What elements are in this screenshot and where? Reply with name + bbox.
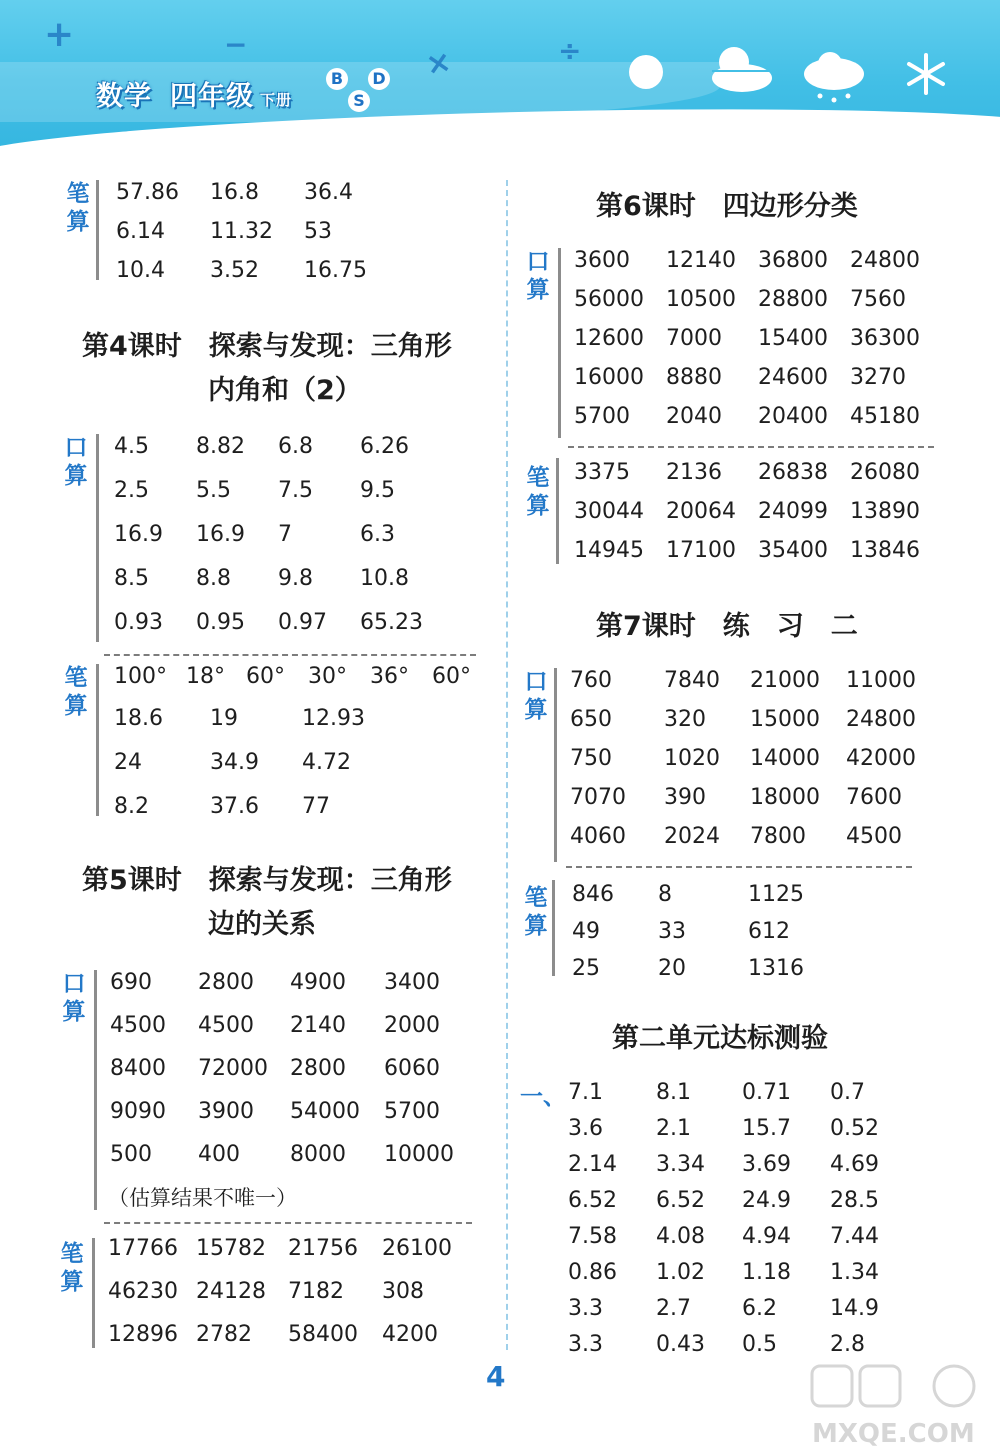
label-char: 笔 <box>64 665 88 691</box>
answer-cell: 9.8 <box>278 566 313 591</box>
lesson6-title: 第6课时 四边形分类 <box>596 191 858 222</box>
answer-cell: 12896 <box>108 1322 178 1347</box>
answer-cell: 30044 <box>574 499 644 524</box>
answer-cell: 15400 <box>758 326 828 351</box>
answer-cell: 18.6 <box>114 706 163 731</box>
answer-cell: 0.5 <box>742 1332 777 1357</box>
answer-cell: 4200 <box>382 1322 438 1347</box>
answer-cell: 3375 <box>574 460 630 485</box>
answer-cell: 8.8 <box>196 566 231 591</box>
answer-cell: 36800 <box>758 248 828 273</box>
section-bar <box>96 664 99 816</box>
answer-cell: 0.95 <box>196 610 245 635</box>
oral-calc-label <box>524 248 552 304</box>
rain-cloud-icon <box>800 50 868 106</box>
answer-cell: 11000 <box>846 668 916 693</box>
written-calc-label <box>524 464 552 520</box>
label-char: 笔 <box>524 885 548 911</box>
oral-calc-label <box>60 970 88 1026</box>
answer-cell: 1.34 <box>830 1260 879 1285</box>
answer-cell: 21000 <box>750 668 820 693</box>
answer-cell: 24 <box>114 750 142 775</box>
subject-label: 数学 <box>96 81 152 112</box>
answer-cell: 30° <box>308 664 347 689</box>
sun-icon <box>626 52 666 92</box>
written-calc-label <box>522 884 550 940</box>
label-char: 算 <box>64 693 88 719</box>
answer-cell: 0.97 <box>278 610 327 635</box>
watermark-logo <box>808 1364 994 1448</box>
answer-cell: 46230 <box>108 1279 178 1304</box>
label-char: 算 <box>66 209 90 235</box>
answer-cell: 320 <box>664 707 706 732</box>
answer-cell: 100° <box>114 664 167 689</box>
answer-cell: 6.52 <box>656 1188 705 1213</box>
answer-cell: 15.7 <box>742 1116 791 1141</box>
answer-cell: 19 <box>210 706 238 731</box>
answer-cell: 9.5 <box>360 478 395 503</box>
answer-cell: 1125 <box>748 882 804 907</box>
answer-cell: 60° <box>246 664 285 689</box>
answer-cell: 0.86 <box>568 1260 617 1285</box>
answer-cell: 24099 <box>758 499 828 524</box>
section-separator <box>104 654 476 656</box>
answer-cell: 65.23 <box>360 610 423 635</box>
answer-cell: 7560 <box>850 287 906 312</box>
answer-cell: 7070 <box>570 785 626 810</box>
answer-cell: 3.3 <box>568 1296 603 1321</box>
answer-cell: 57.86 <box>116 180 179 205</box>
label-char: 口 <box>524 669 548 695</box>
answer-cell: 16.9 <box>114 522 163 547</box>
answer-cell: 77 <box>302 794 330 819</box>
answer-cell: 16.75 <box>304 258 367 283</box>
answer-cell: 26080 <box>850 460 920 485</box>
answer-cell: 4500 <box>846 824 902 849</box>
answer-cell: 16000 <box>574 365 644 390</box>
answer-cell: 8400 <box>110 1056 166 1081</box>
answer-cell: 2.5 <box>114 478 149 503</box>
answer-cell: 3.6 <box>568 1116 603 1141</box>
answer-cell: 26838 <box>758 460 828 485</box>
answer-cell: 25 <box>572 956 600 981</box>
lesson5-title: 第5课时 探索与发现：三角形 <box>82 865 452 896</box>
answer-cell: 10000 <box>384 1142 454 1167</box>
answer-cell: 0.71 <box>742 1080 791 1105</box>
section-bar <box>558 248 561 438</box>
answer-cell: 6.52 <box>568 1188 617 1213</box>
answer-cell: 18000 <box>750 785 820 810</box>
answer-cell: 12140 <box>666 248 736 273</box>
answer-cell: 4.72 <box>302 750 351 775</box>
answer-cell: 4.08 <box>656 1224 705 1249</box>
column-divider <box>506 180 508 1350</box>
answer-cell: 8.5 <box>114 566 149 591</box>
answer-cell: 15000 <box>750 707 820 732</box>
written-calc-label <box>62 664 90 720</box>
answer-cell: 3270 <box>850 365 906 390</box>
label-char: 笔 <box>526 465 550 491</box>
answer-cell: 7840 <box>664 668 720 693</box>
answer-cell: 20400 <box>758 404 828 429</box>
answer-cell: 54000 <box>290 1099 360 1124</box>
answer-cell: 10500 <box>666 287 736 312</box>
book-brand <box>96 74 292 113</box>
oral-calc-label <box>522 668 550 724</box>
answer-cell: 0.7 <box>830 1080 865 1105</box>
edition-letter-s: S <box>348 90 370 112</box>
answer-cell: 7 <box>278 522 292 547</box>
answer-cell: 3.34 <box>656 1152 705 1177</box>
answer-cell: 35400 <box>758 538 828 563</box>
answer-cell: 60° <box>432 664 471 689</box>
answer-cell: 690 <box>110 970 152 995</box>
label-char: 笔 <box>66 181 90 207</box>
answer-cell: 2.14 <box>568 1152 617 1177</box>
snowflake-icon <box>904 52 948 96</box>
answer-cell: 8.82 <box>196 434 245 459</box>
unit2-title: 第二单元达标测验 <box>612 1023 828 1054</box>
answer-cell: 4.94 <box>742 1224 791 1249</box>
label-char: 算 <box>62 999 86 1025</box>
answer-cell: 24800 <box>850 248 920 273</box>
answer-cell: 390 <box>664 785 706 810</box>
answer-cell: 14945 <box>574 538 644 563</box>
answer-cell: 28800 <box>758 287 828 312</box>
answer-cell: 2000 <box>384 1013 440 1038</box>
answer-cell: 2800 <box>290 1056 346 1081</box>
answer-cell: 9090 <box>110 1099 166 1124</box>
answer-cell: 7.58 <box>568 1224 617 1249</box>
lesson4-title-cont: 内角和（2） <box>208 375 362 406</box>
answer-cell: 6060 <box>384 1056 440 1081</box>
answer-cell: 13890 <box>850 499 920 524</box>
written-calc-label <box>64 180 92 236</box>
section-bar <box>94 970 97 1210</box>
answer-cell: 612 <box>748 919 790 944</box>
answer-cell: 3600 <box>574 248 630 273</box>
answer-cell: 308 <box>382 1279 424 1304</box>
answer-cell: 4500 <box>110 1013 166 1038</box>
section-bar <box>554 668 557 862</box>
answer-cell: 7182 <box>288 1279 344 1304</box>
answer-cell: 2.8 <box>830 1332 865 1357</box>
answer-cell: 24800 <box>846 707 916 732</box>
written-calc-label <box>58 1240 86 1296</box>
label-char: 口 <box>64 435 88 461</box>
answer-cell: 5.5 <box>196 478 231 503</box>
answer-cell: 3.3 <box>568 1332 603 1357</box>
answer-cell: 17100 <box>666 538 736 563</box>
answer-cell: 58400 <box>288 1322 358 1347</box>
page-number: 4 <box>486 1360 506 1393</box>
answer-cell: 12600 <box>574 326 644 351</box>
answer-cell: 15782 <box>196 1236 266 1261</box>
answer-cell: 5700 <box>574 404 630 429</box>
section-bar <box>92 1238 95 1348</box>
part-one-label: 一、 <box>520 1084 566 1110</box>
answer-cell: 1.18 <box>742 1260 791 1285</box>
section-separator <box>104 1222 472 1224</box>
answer-cell: 24128 <box>196 1279 266 1304</box>
section-bar <box>96 434 99 642</box>
label-char: 笔 <box>60 1241 84 1267</box>
answer-cell: 7800 <box>750 824 806 849</box>
answer-cell: 36° <box>370 664 409 689</box>
answer-cell: 8.2 <box>114 794 149 819</box>
section-separator <box>568 446 934 448</box>
answer-cell: 53 <box>304 219 332 244</box>
answer-cell: 7600 <box>846 785 902 810</box>
answer-cell: 1316 <box>748 956 804 981</box>
answer-cell: 3.52 <box>210 258 259 283</box>
answer-cell: 2.7 <box>656 1296 691 1321</box>
section-bar <box>552 880 555 976</box>
answer-cell: 28.5 <box>830 1188 879 1213</box>
answer-cell: 14.9 <box>830 1296 879 1321</box>
answer-cell: 8880 <box>666 365 722 390</box>
answer-cell: 4.5 <box>114 434 149 459</box>
label-char: 算 <box>526 277 550 303</box>
answer-cell: 0.43 <box>656 1332 705 1357</box>
answer-cell: 4900 <box>290 970 346 995</box>
answer-cell: 2136 <box>666 460 722 485</box>
lesson5-title-cont: 边的关系 <box>208 909 316 940</box>
answer-cell: 10.8 <box>360 566 409 591</box>
answer-cell: 13846 <box>850 538 920 563</box>
divide-symbol: ÷ <box>558 34 582 67</box>
answer-cell: 400 <box>198 1142 240 1167</box>
section-bar <box>96 180 99 280</box>
answer-cell: 750 <box>570 746 612 771</box>
answer-cell: 42000 <box>846 746 916 771</box>
label-char: 口 <box>526 249 550 275</box>
label-char: 算 <box>524 697 548 723</box>
answer-cell: 17766 <box>108 1236 178 1261</box>
answer-cell: 2040 <box>666 404 722 429</box>
answer-cell: 24600 <box>758 365 828 390</box>
answer-cell: 16.8 <box>210 180 259 205</box>
minus-symbol: − <box>224 28 248 61</box>
answer-cell: 6.2 <box>742 1296 777 1321</box>
answer-cell: 34.9 <box>210 750 259 775</box>
svg-text:MXQE.COM: MXQE.COM <box>812 1419 975 1448</box>
section-separator <box>566 866 912 868</box>
answer-cell: 37.6 <box>210 794 259 819</box>
answer-cell: 7.5 <box>278 478 313 503</box>
answer-cell: 3900 <box>198 1099 254 1124</box>
answer-cell: 1.02 <box>656 1260 705 1285</box>
answer-cell: 500 <box>110 1142 152 1167</box>
answer-cell: 24.9 <box>742 1188 791 1213</box>
edition-letter-b: B <box>326 68 348 90</box>
answer-cell: 36.4 <box>304 180 353 205</box>
volume-label: 下册 <box>260 91 293 109</box>
answer-cell: 7.44 <box>830 1224 879 1249</box>
answer-cell: 18° <box>186 664 225 689</box>
label-char: 算 <box>524 913 548 939</box>
answer-cell: 12.93 <box>302 706 365 731</box>
answer-cell: 4060 <box>570 824 626 849</box>
answer-cell: 2140 <box>290 1013 346 1038</box>
answer-cell: 10.4 <box>116 258 165 283</box>
answer-cell: 3.69 <box>742 1152 791 1177</box>
answer-cell: 4.69 <box>830 1152 879 1177</box>
label-char: 口 <box>62 971 86 997</box>
answer-cell: 2.1 <box>656 1116 691 1141</box>
answer-cell: 8 <box>658 882 672 907</box>
answer-cell: 760 <box>570 668 612 693</box>
answer-cell: 8.1 <box>656 1080 691 1105</box>
answer-cell: 45180 <box>850 404 920 429</box>
answer-cell: 49 <box>572 919 600 944</box>
answer-cell: 21756 <box>288 1236 358 1261</box>
answer-cell: 3400 <box>384 970 440 995</box>
answer-cell: 5700 <box>384 1099 440 1124</box>
sun-cloud-icon <box>704 44 774 96</box>
answer-cell: 20064 <box>666 499 736 524</box>
answer-cell: 16.9 <box>196 522 245 547</box>
answer-cell: 2800 <box>198 970 254 995</box>
answer-cell: 8000 <box>290 1142 346 1167</box>
answer-cell: 11.32 <box>210 219 273 244</box>
answer-cell: 26100 <box>382 1236 452 1261</box>
answer-cell: 33 <box>658 919 686 944</box>
lesson7-title: 第7课时 练 习 二 <box>596 611 858 642</box>
section-bar <box>556 458 559 564</box>
oral-calc-label <box>62 434 90 490</box>
answer-cell: 20 <box>658 956 686 981</box>
answer-cell: 7000 <box>666 326 722 351</box>
grade-label: 四年级 <box>170 81 254 112</box>
label-char: 算 <box>60 1269 84 1295</box>
lesson4-title: 第4课时 探索与发现：三角形 <box>82 331 452 362</box>
times-symbol: × <box>423 44 454 83</box>
answer-cell: 72000 <box>198 1056 268 1081</box>
answer-cell: 2024 <box>664 824 720 849</box>
answer-cell: 0.52 <box>830 1116 879 1141</box>
answer-cell: 650 <box>570 707 612 732</box>
answer-cell: 56000 <box>574 287 644 312</box>
label-char: 算 <box>64 463 88 489</box>
plus-symbol: + <box>44 14 75 55</box>
answer-cell: 1020 <box>664 746 720 771</box>
page-header <box>0 0 1000 150</box>
label-char: 算 <box>526 493 550 519</box>
answer-cell: 36300 <box>850 326 920 351</box>
edition-letter-d: D <box>368 68 390 90</box>
answer-cell: 14000 <box>750 746 820 771</box>
answer-cell: 6.14 <box>116 219 165 244</box>
answer-cell: 846 <box>572 882 614 907</box>
answer-cell: 7.1 <box>568 1080 603 1105</box>
answer-cell: 6.8 <box>278 434 313 459</box>
estimate-note: （估算结果不唯一） <box>108 1186 297 1210</box>
answer-cell: 6.26 <box>360 434 409 459</box>
answer-cell: 2782 <box>196 1322 252 1347</box>
answer-cell: 4500 <box>198 1013 254 1038</box>
answer-cell: 0.93 <box>114 610 163 635</box>
answer-cell: 6.3 <box>360 522 395 547</box>
